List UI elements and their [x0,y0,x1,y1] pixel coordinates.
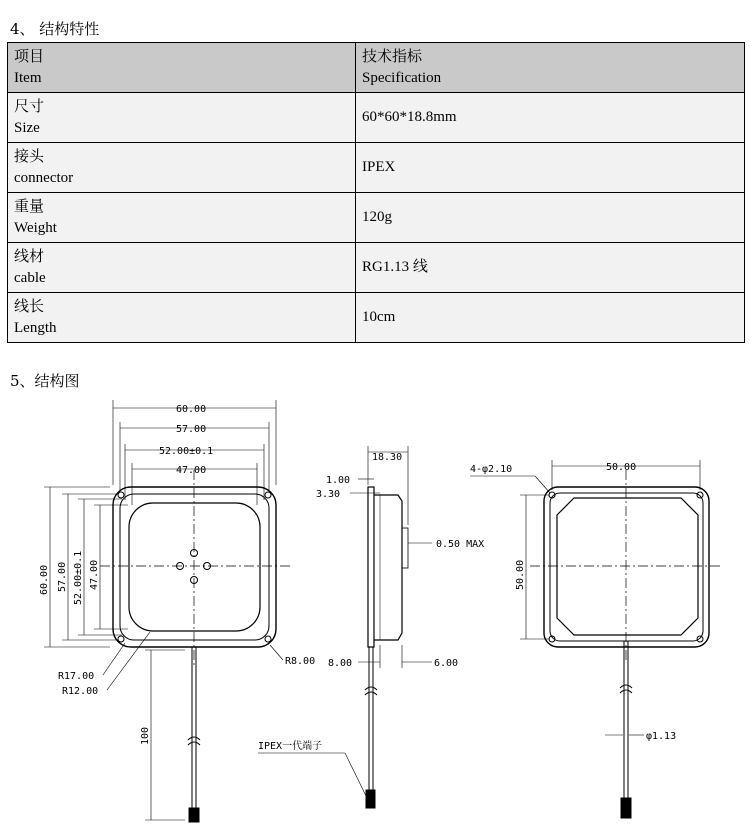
dim-57-h: 57.00 [176,424,207,435]
dim-3-30: 3.30 [316,489,341,500]
dim-52-v: 52.00±0.1 [73,550,84,605]
mount-hole [118,636,124,642]
row-label-cell: 重量 Weight [8,193,356,243]
row-value-cell: 10cm [356,293,745,343]
row-value-cell: IPEX [356,143,745,193]
back-inner-outline [550,493,703,641]
side-module [402,528,408,568]
side-radome [374,495,402,640]
table-row [8,243,745,293]
row-value-cell: 120g [356,193,745,243]
front-outline [113,487,276,647]
dim-47-v: 47.00 [89,559,100,590]
header-spec-cell: 技术指标 Specification [356,43,745,93]
row-value-cell: RG1.13 线 [356,243,745,293]
dim-60-v: 60.00 [39,564,50,595]
row-label-cell: 尺寸 Size [8,93,356,143]
row-label-cell: 线材 cable [8,243,356,293]
dim-6-00: 6.00 [434,658,459,669]
dim-50-v: 50.00 [515,559,526,590]
spec-table [7,42,745,343]
dim-cable-dia: φ1.13 [646,731,677,742]
dim-1-00: 1.00 [326,475,351,486]
dim-8-00: 8.00 [328,658,353,669]
back-plate [557,498,698,635]
dim-r17: R17.00 [58,671,95,682]
table-row [8,193,745,243]
front-radome [129,503,260,631]
mount-hole [265,492,271,498]
dim-50-h: 50.00 [606,462,637,473]
table-row [8,293,745,343]
back-outline [544,487,709,647]
front-connector [189,808,199,822]
back-connector [621,798,631,818]
front-view [39,400,315,822]
section-5-heading: 5、结构图 [10,372,80,390]
back-mount-hole [697,636,703,642]
back-mount-hole [697,492,703,498]
mount-hole [118,492,124,498]
header-item-cell: 项目 Item [8,43,356,93]
dim-57-v: 57.00 [57,561,68,592]
structure-drawing [0,392,750,831]
dim-47-h: 47.00 [176,465,207,476]
table-row [8,93,745,143]
dim-r8: R8.00 [285,656,316,667]
row-label-cell: 线长 Length [8,293,356,343]
row-value-cell: 60*60*18.8mm [356,93,745,143]
row-label-cell: 接头 connector [8,143,356,193]
front-inner-outline [120,494,269,640]
dim-60-h: 60.00 [176,404,207,415]
table-row [8,143,745,193]
mount-hole [265,636,271,642]
section-4-heading: 4、 结构特性 [10,20,100,38]
label-ipex-terminal: IPEX一代端子 [258,741,323,752]
back-view [470,460,720,818]
dim-0-50-max: 0.50 MAX [436,539,485,550]
dim-r12: R12.00 [62,686,99,697]
side-base-plate [368,487,374,647]
dim-52-h: 52.00±0.1 [159,446,214,457]
table-header-row [8,43,745,93]
dim-cable-length: 100 [140,726,151,745]
dim-18-30: 18.30 [372,452,403,463]
side-view [258,446,484,808]
dim-hole-dia: 4-φ2.10 [470,464,513,475]
